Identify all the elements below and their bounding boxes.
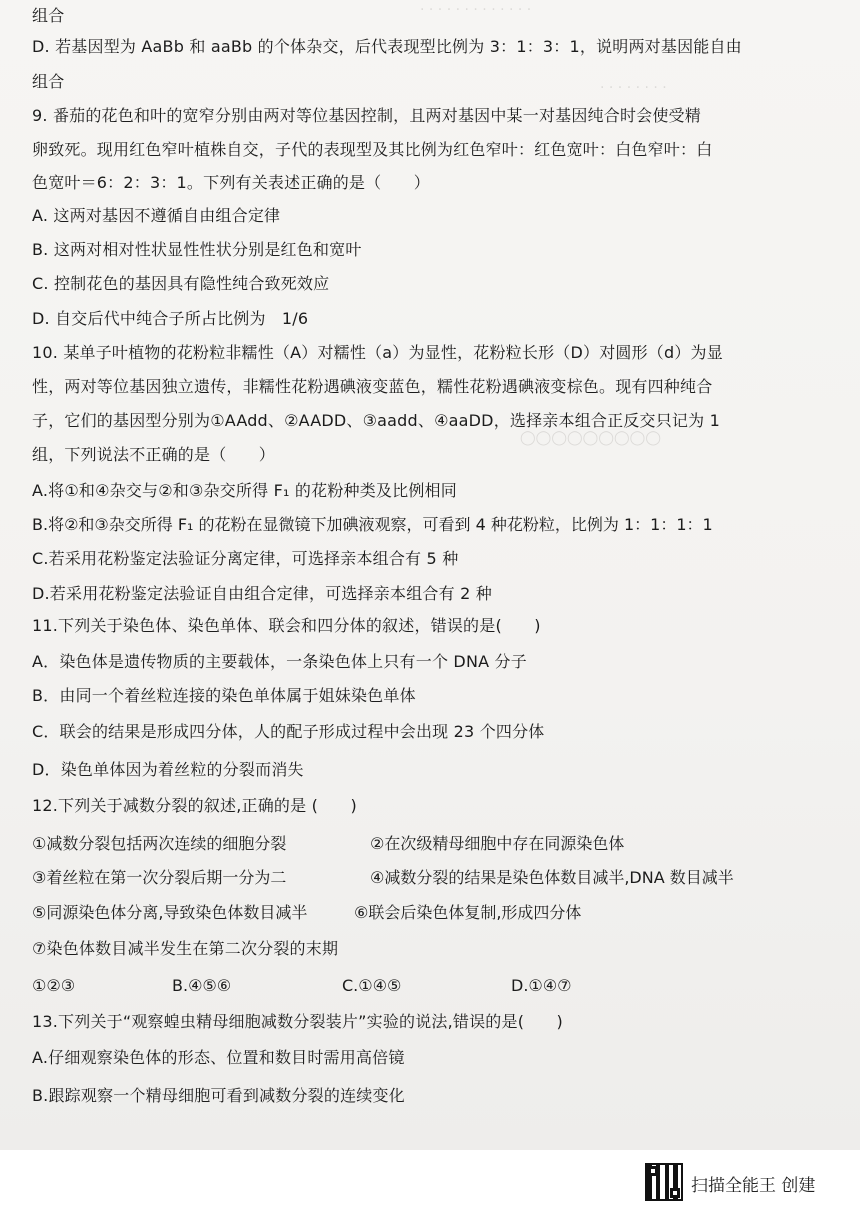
qr-code-icon: [645, 1163, 683, 1201]
question-12-option-c: C.①④⑤: [342, 976, 402, 995]
text-line: 组合: [32, 72, 65, 91]
question-9-option-c: C. 控制花色的基因具有隐性纯合致死效应: [32, 274, 330, 293]
text-line: D. 若基因型为 AaBb 和 aaBb 的个体杂交，后代表现型比例为 3：1：3：1，说明两对基因能自由: [32, 37, 742, 56]
statement-5: ⑤同源染色体分离,导致染色体数目减半: [32, 903, 308, 922]
bleed-through-mark: · · · · · · · · · · · · ·: [420, 2, 532, 18]
bleed-through-mark: · · · · · · · ·: [600, 80, 667, 96]
question-10-option-d: D.若采用花粉鉴定法验证自由组合定律，可选择亲本组合有 2 种: [32, 584, 492, 603]
scanner-watermark-label: 扫描全能王 创建: [691, 1176, 816, 1196]
question-13-option-b: B.跟踪观察一个精母细胞可看到减数分裂的连续变化: [32, 1086, 405, 1105]
question-10-option-a: A.将①和④杂交与②和③杂交所得 F₁ 的花粉种类及比例相同: [32, 481, 457, 500]
question-12-option-b: B.④⑤⑥: [172, 976, 232, 995]
question-9-stem: 9. 番茄的花色和叶的宽窄分别由两对等位基因控制，且两对基因中某一对基因纯合时会使受精: [32, 106, 701, 125]
question-10-option-c: C.若采用花粉鉴定法验证分离定律，可选择亲本组合有 5 种: [32, 549, 459, 568]
bleed-through-mark: ◯◯◯◯◯◯◯◯◯: [520, 430, 662, 446]
statement-6: ⑥联会后染色体复制,形成四分体: [354, 903, 582, 922]
question-13-option-a: A.仔细观察染色体的形态、位置和数目时需用高倍镜: [32, 1048, 405, 1067]
statement-3: ③着丝粒在第一次分裂后期一分为二: [32, 868, 287, 887]
statement-1: ①减数分裂包括两次连续的细胞分裂: [32, 834, 287, 853]
question-12-option-a: ①②③: [32, 976, 76, 995]
question-11-option-a: A．染色体是遗传物质的主要载体，一条染色体上只有一个 DNA 分子: [32, 652, 527, 671]
question-9-option-b: B. 这两对相对性状显性性状分别是红色和宽叶: [32, 240, 362, 259]
statement-4: ④减数分裂的结果是染色体数目减半,DNA 数目减半: [370, 868, 734, 887]
question-10-stem: 10. 某单子叶植物的花粉粒非糯性（A）对糯性（a）为显性，花粉粒长形（D）对圆形（d）为显: [32, 343, 723, 362]
question-9-option-d: D. 自交后代中纯合子所占比例为 1/6: [32, 309, 309, 328]
question-11-option-b: B．由同一个着丝粒连接的染色单体属于姐妹染色单体: [32, 686, 416, 705]
question-12-option-d: D.①④⑦: [511, 976, 572, 995]
statement-2: ②在次级精母细胞中存在同源染色体: [370, 834, 625, 853]
question-11-stem: 11.下列关于染色体、染色单体、联会和四分体的叙述，错误的是( ): [32, 616, 541, 635]
question-10-stem: 子，它们的基因型分别为①AAdd、②AADD、③aadd、④aaDD，选择亲本组合正反交只记为 1: [32, 411, 720, 430]
question-10-option-b: B.将②和③杂交所得 F₁ 的花粉在显微镜下加碘液观察，可看到 4 种花粉粒，比例为 1：1：1：1: [32, 515, 713, 534]
question-11-option-c: C．联会的结果是形成四分体，人的配子形成过程中会出现 23 个四分体: [32, 722, 545, 741]
question-9-stem: 色宽叶＝6：2：3：1。下列有关表述正确的是（ ）: [32, 173, 430, 192]
question-9-option-a: A. 这两对基因不遵循自由组合定律: [32, 206, 281, 225]
statement-7: ⑦染色体数目减半发生在第二次分裂的末期: [32, 939, 339, 958]
question-10-stem: 性，两对等位基因独立遗传，非糯性花粉遇碘液变蓝色，糯性花粉遇碘液变棕色。现有四种纯合: [32, 377, 713, 396]
question-11-option-d: D．染色单体因为着丝粒的分裂而消失: [32, 760, 304, 779]
question-9-stem: 卵致死。现用红色窄叶植株自交，子代的表现型及其比例为红色窄叶：红色宽叶：白色窄叶：白: [32, 140, 713, 159]
question-12-stem: 12.下列关于减数分裂的叙述,正确的是 ( ): [32, 796, 357, 815]
text-line: 组合: [32, 6, 65, 25]
question-10-stem: 组，下列说法不正确的是（ ）: [32, 445, 276, 464]
question-13-stem: 13.下列关于“观察蝗虫精母细胞减数分裂装片”实验的说法,错误的是( ): [32, 1012, 563, 1031]
